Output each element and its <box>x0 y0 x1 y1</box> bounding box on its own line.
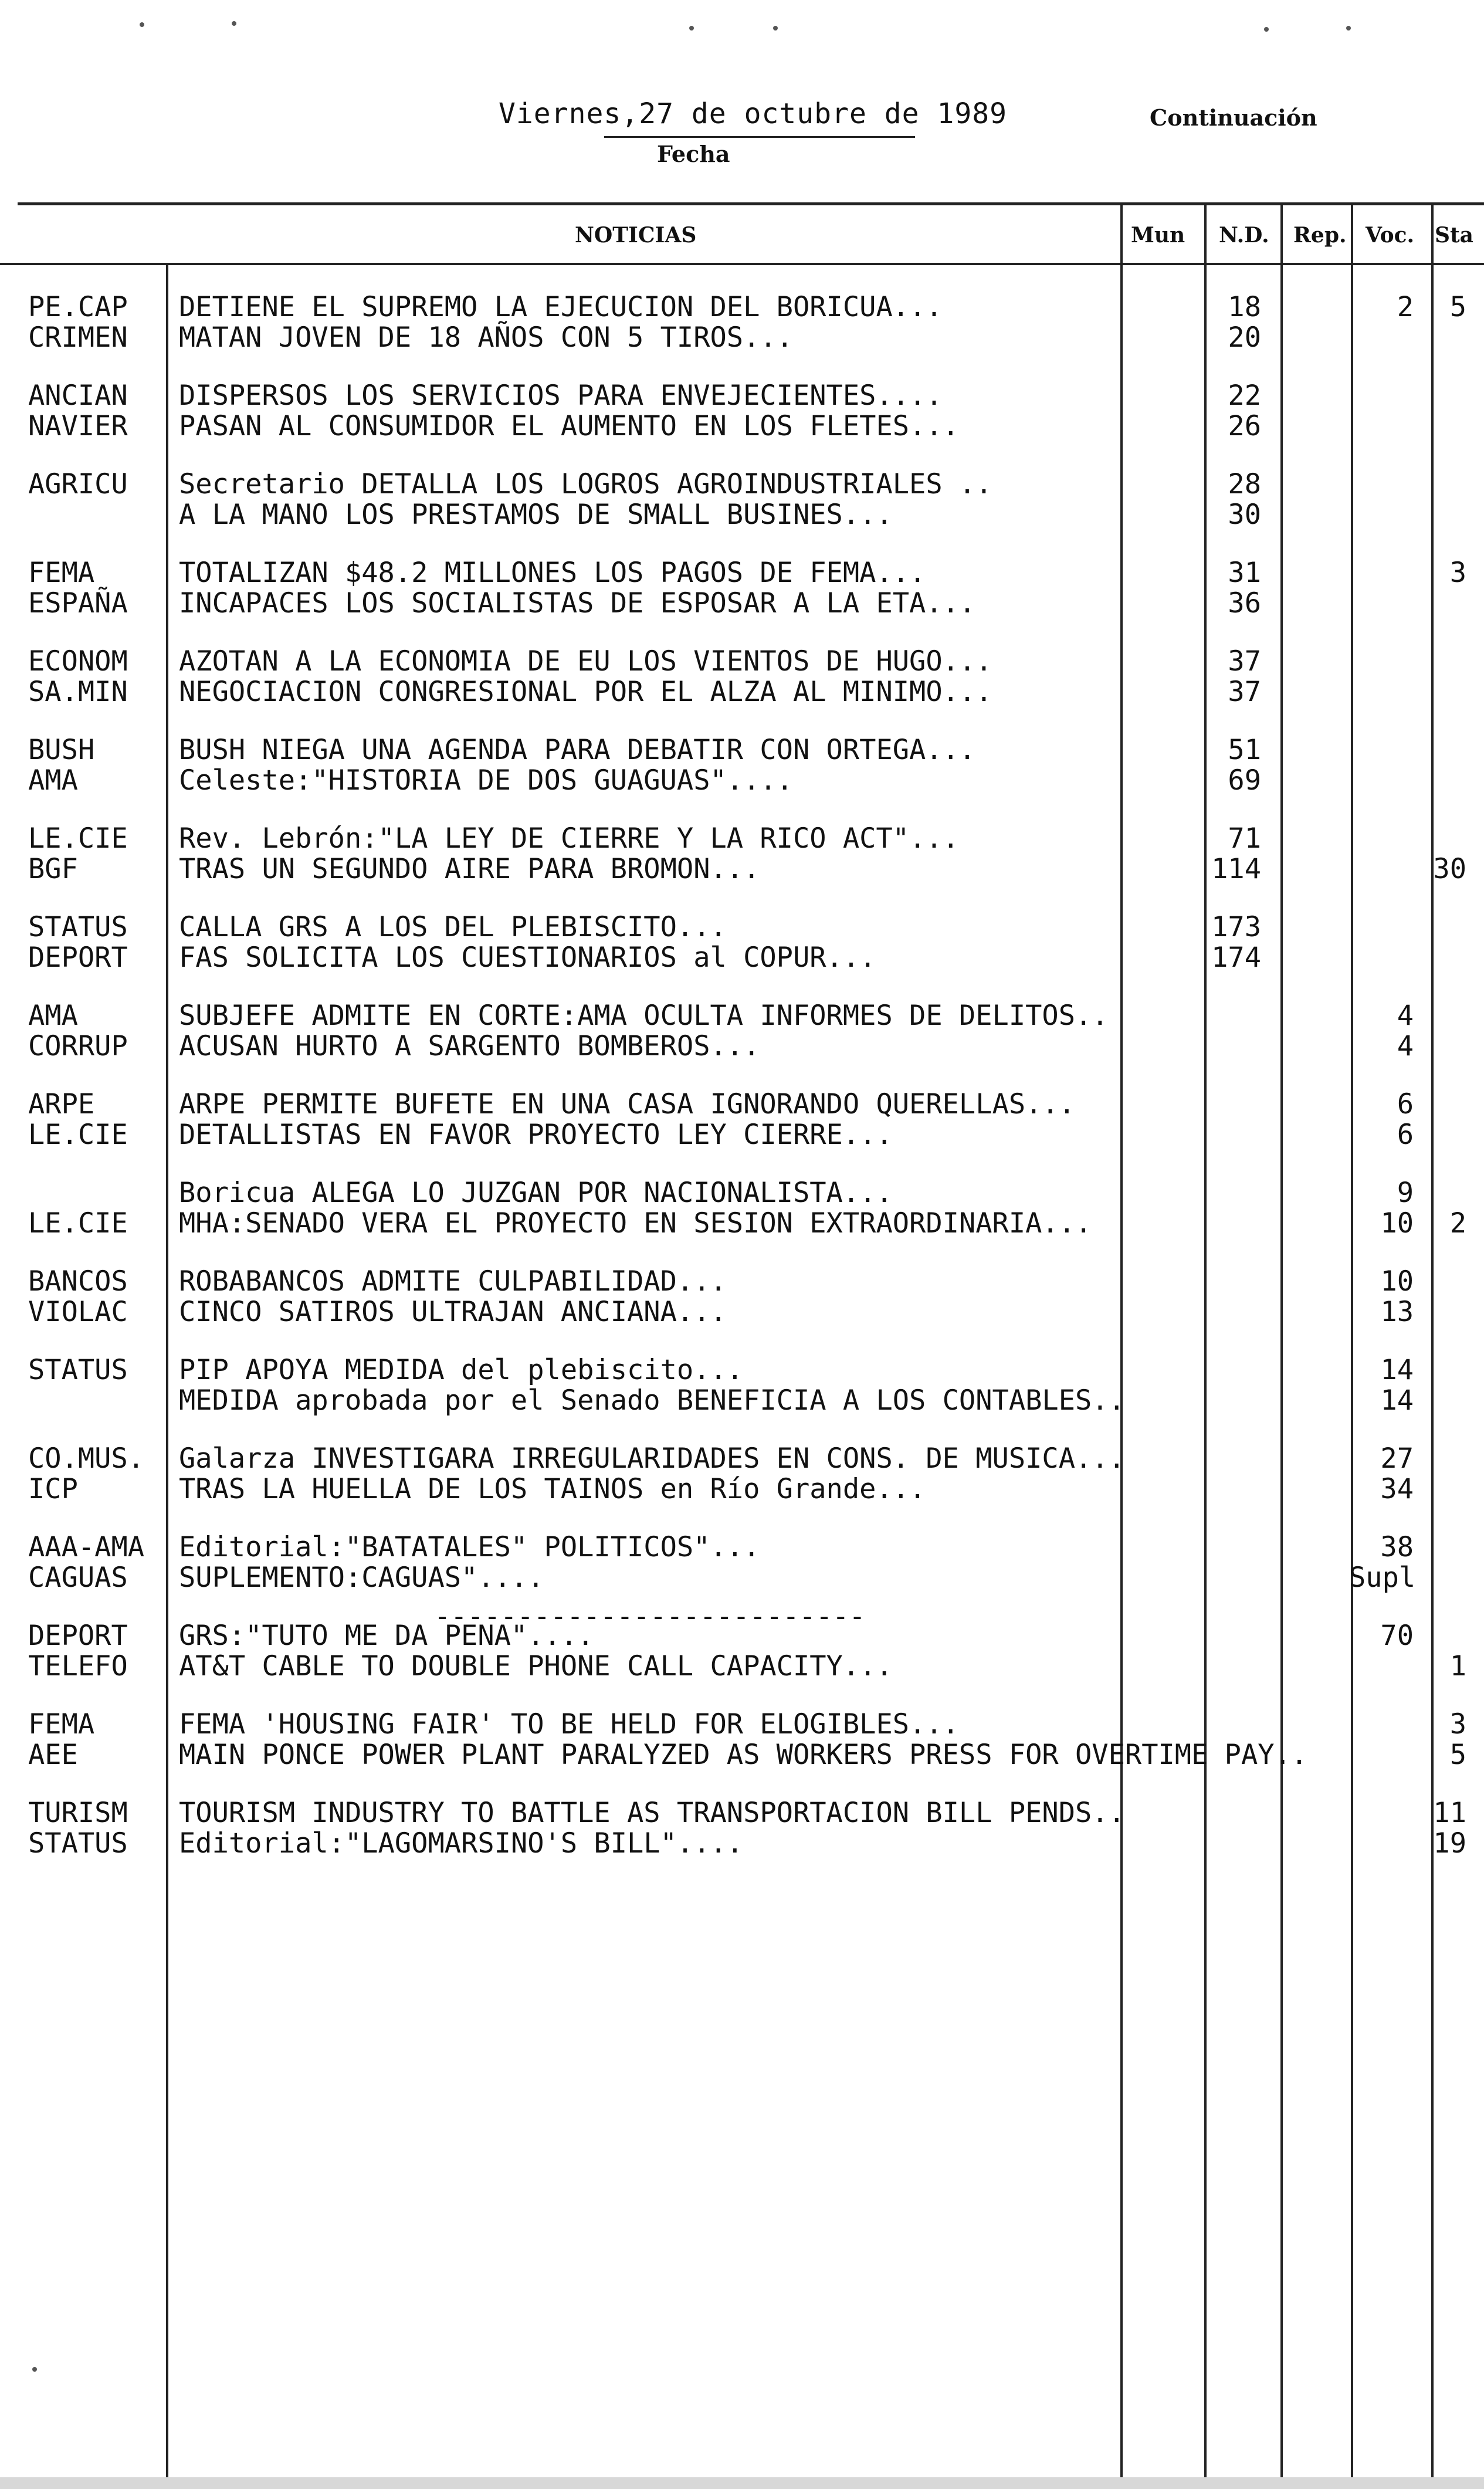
row-headline: SUBJEFE ADMITE EN CORTE:AMA OCULTA INFORMES DE DELITOS.. <box>179 1000 1109 1032</box>
row-voc-page: 70 <box>1380 1620 1414 1652</box>
row-voc-page: 14 <box>1380 1354 1414 1386</box>
row-section-code: VIOLAC <box>28 1296 128 1328</box>
speck <box>773 26 778 31</box>
row-sta-page: 5 <box>1449 1739 1466 1771</box>
row-headline: MAIN PONCE POWER PLANT PARALYZED AS WORKERS PRESS FOR OVERTIME PAY.. <box>179 1739 1308 1771</box>
row-section-code: PE.CAP <box>28 291 128 323</box>
row-headline: TRAS LA HUELLA DE LOS TAINOS en Río Grande... <box>179 1473 926 1505</box>
row-headline: MATAN JOVEN DE 18 AÑOS CON 5 TIROS... <box>179 321 793 354</box>
row-voc-page: 27 <box>1380 1442 1414 1475</box>
row-sta-page: 19 <box>1433 1827 1466 1860</box>
row-nd-page: 71 <box>1228 822 1261 855</box>
row-section-code: TELEFO <box>28 1650 128 1682</box>
speck <box>1264 27 1269 32</box>
row-headline: TRAS UN SEGUNDO AIRE PARA BROMON... <box>179 853 760 885</box>
table-header-rule <box>0 263 1484 265</box>
column-header-voc: Voc. <box>1366 223 1415 248</box>
row-headline: GRS:"TUTO ME DA PENA".... <box>179 1620 594 1652</box>
row-section-code: AEE <box>28 1739 78 1771</box>
row-headline: DETALLISTAS EN FAVOR PROYECTO LEY CIERRE... <box>179 1119 893 1151</box>
row-section-code: CORRUP <box>28 1030 128 1062</box>
row-headline: A LA MANO LOS PRESTAMOS DE SMALL BUSINES... <box>179 499 893 531</box>
row-nd-page: 37 <box>1228 645 1261 678</box>
row-headline: Galarza INVESTIGARA IRREGULARIDADES EN CONS. DE MUSICA... <box>179 1442 1125 1475</box>
row-sta-page: 2 <box>1449 1207 1466 1240</box>
table-top-rule <box>18 202 1484 205</box>
report-date: Viernes,27 de octubre de 1989 <box>499 97 1008 130</box>
row-headline: NEGOCIACION CONGRESIONAL POR EL ALZA AL MINIMO... <box>179 676 992 708</box>
row-voc-page: 38 <box>1380 1531 1414 1563</box>
date-underline <box>604 136 915 138</box>
row-headline: Editorial:"LAGOMARSINO'S BILL".... <box>179 1827 744 1860</box>
row-nd-page: 173 <box>1211 911 1261 943</box>
row-headline: FEMA 'HOUSING FAIR' TO BE HELD FOR ELOGIBLES... <box>179 1708 959 1740</box>
row-section-code: AGRICU <box>28 468 128 500</box>
row-voc-page: 10 <box>1380 1265 1414 1298</box>
row-headline: SUPLEMENTO:CAGUAS".... <box>179 1562 544 1594</box>
row-headline: ROBABANCOS ADMITE CULPABILIDAD... <box>179 1265 727 1298</box>
column-header-sta: Sta <box>1435 223 1473 248</box>
row-section-code: AMA <box>28 764 78 797</box>
row-nd-page: 37 <box>1228 676 1261 708</box>
row-headline: DISPERSOS LOS SERVICIOS PARA ENVEJECIENTES.... <box>179 380 943 412</box>
row-section-code: DEPORT <box>28 1620 128 1652</box>
row-nd-page: 28 <box>1228 468 1261 500</box>
row-section-code: STATUS <box>28 1354 128 1386</box>
row-section-code: ICP <box>28 1473 78 1505</box>
row-sta-page: 3 <box>1449 557 1466 589</box>
column-divider-mun <box>1120 202 1123 2477</box>
row-sta-page: 3 <box>1449 1708 1466 1740</box>
row-voc-page: 6 <box>1397 1119 1414 1151</box>
row-headline: Rev. Lebrón:"LA LEY DE CIERRE Y LA RICO ACT"... <box>179 822 959 855</box>
row-headline: FAS SOLICITA LOS CUESTIONARIOS al COPUR... <box>179 942 876 974</box>
row-nd-page: 31 <box>1228 557 1261 589</box>
column-divider-sta <box>1431 202 1434 2477</box>
row-nd-page: 174 <box>1211 942 1261 974</box>
row-headline: MHA:SENADO VERA EL PROYECTO EN SESION EXTRAORDINARIA... <box>179 1207 1092 1240</box>
row-sta-page: 30 <box>1433 853 1466 885</box>
row-section-code: LE.CIE <box>28 822 128 855</box>
continuation-label: Continuación <box>1150 104 1317 131</box>
row-section-code: ECONOM <box>28 645 128 678</box>
row-headline: MEDIDA aprobada por el Senado BENEFICIA A LOS CONTABLES.. <box>179 1384 1125 1417</box>
row-voc-page: 13 <box>1380 1296 1414 1328</box>
row-headline: INCAPACES LOS SOCIALISTAS DE ESPOSAR A LA ETA... <box>179 587 976 619</box>
row-section-code: AMA <box>28 1000 78 1032</box>
row-voc-page: 10 <box>1380 1207 1414 1240</box>
speck <box>140 22 144 27</box>
separator-line: -------------------------- <box>434 1600 866 1633</box>
row-nd-page: 69 <box>1228 764 1261 797</box>
row-voc-page: 2 <box>1397 291 1414 323</box>
row-nd-page: 22 <box>1228 380 1261 412</box>
row-headline: Celeste:"HISTORIA DE DOS GUAGUAS".... <box>179 764 793 797</box>
column-divider-voc <box>1351 202 1353 2477</box>
page-bottom-edge <box>0 2477 1484 2489</box>
row-voc-page: 6 <box>1397 1088 1414 1120</box>
row-nd-page: 114 <box>1211 853 1261 885</box>
row-headline: AZOTAN A LA ECONOMIA DE EU LOS VIENTOS DE HUGO... <box>179 645 992 678</box>
row-sta-page: 1 <box>1449 1650 1466 1682</box>
row-headline: Secretario DETALLA LOS LOGROS AGROINDUSTRIALES .. <box>179 468 992 500</box>
row-section-code: BANCOS <box>28 1265 128 1298</box>
row-headline: ACUSAN HURTO A SARGENTO BOMBEROS... <box>179 1030 760 1062</box>
column-header-rep: Rep. <box>1293 223 1347 248</box>
row-section-code: BUSH <box>28 734 95 766</box>
row-sta-page: 5 <box>1449 291 1466 323</box>
row-headline: PIP APOYA MEDIDA del plebiscito... <box>179 1354 744 1386</box>
row-section-code: SA.MIN <box>28 676 128 708</box>
row-voc-page: 9 <box>1397 1177 1414 1209</box>
speck <box>689 26 694 31</box>
row-section-code: BGF <box>28 853 78 885</box>
row-section-code: ARPE <box>28 1088 95 1120</box>
row-nd-page: 20 <box>1228 321 1261 354</box>
row-headline: Boricua ALEGA LO JUZGAN POR NACIONALISTA... <box>179 1177 893 1209</box>
row-section-code: LE.CIE <box>28 1207 128 1240</box>
row-headline: BUSH NIEGA UNA AGENDA PARA DEBATIR CON ORTEGA... <box>179 734 976 766</box>
row-headline: AT&T CABLE TO DOUBLE PHONE CALL CAPACITY... <box>179 1650 893 1682</box>
row-headline: ARPE PERMITE BUFETE EN UNA CASA IGNORANDO QUERELLAS... <box>179 1088 1076 1120</box>
column-divider-nd <box>1204 202 1207 2477</box>
row-nd-page: 36 <box>1228 587 1261 619</box>
row-section-code: DEPORT <box>28 942 128 974</box>
row-voc-page: 4 <box>1397 1000 1414 1032</box>
row-section-code: LE.CIE <box>28 1119 128 1151</box>
row-section-code: ESPAÑA <box>28 587 128 619</box>
speck <box>32 2367 37 2372</box>
row-section-code: TURISM <box>28 1797 128 1829</box>
row-headline: CINCO SATIROS ULTRAJAN ANCIANA... <box>179 1296 727 1328</box>
row-section-code: FEMA <box>28 1708 95 1740</box>
row-headline: DETIENE EL SUPREMO LA EJECUCION DEL BORICUA... <box>179 291 943 323</box>
row-headline: Editorial:"BATATALES" POLITICOS"... <box>179 1531 760 1563</box>
row-sta-page: 11 <box>1433 1797 1466 1829</box>
column-header-noticias: NOTICIAS <box>575 223 697 248</box>
date-label: Fecha <box>657 141 730 167</box>
row-voc-page: Supl <box>1349 1562 1416 1594</box>
row-nd-page: 30 <box>1228 499 1261 531</box>
row-section-code: FEMA <box>28 557 95 589</box>
row-section-code: NAVIER <box>28 410 128 442</box>
row-nd-page: 18 <box>1228 291 1261 323</box>
row-voc-page: 14 <box>1380 1384 1414 1417</box>
row-voc-page: 34 <box>1380 1473 1414 1505</box>
row-nd-page: 26 <box>1228 410 1261 442</box>
row-section-code: CAGUAS <box>28 1562 128 1594</box>
column-divider-rep <box>1280 202 1283 2477</box>
row-section-code: STATUS <box>28 911 128 943</box>
row-headline: TOURISM INDUSTRY TO BATTLE AS TRANSPORTACION BILL PENDS.. <box>179 1797 1125 1829</box>
speck <box>232 21 236 26</box>
column-header-mun: Mun <box>1131 223 1185 248</box>
column-header-nd: N.D. <box>1219 223 1269 248</box>
row-headline: TOTALIZAN $48.2 MILLONES LOS PAGOS DE FEMA... <box>179 557 926 589</box>
row-section-code: AAA-AMA <box>28 1531 145 1563</box>
row-section-code: CO.MUS. <box>28 1442 145 1475</box>
row-headline: CALLA GRS A LOS DEL PLEBISCITO... <box>179 911 727 943</box>
speck <box>1346 26 1351 31</box>
row-section-code: STATUS <box>28 1827 128 1860</box>
row-nd-page: 51 <box>1228 734 1261 766</box>
row-headline: PASAN AL CONSUMIDOR EL AUMENTO EN LOS FLETES... <box>179 410 959 442</box>
row-voc-page: 4 <box>1397 1030 1414 1062</box>
row-section-code: ANCIAN <box>28 380 128 412</box>
column-divider-code <box>166 263 168 2477</box>
row-section-code: CRIMEN <box>28 321 128 354</box>
